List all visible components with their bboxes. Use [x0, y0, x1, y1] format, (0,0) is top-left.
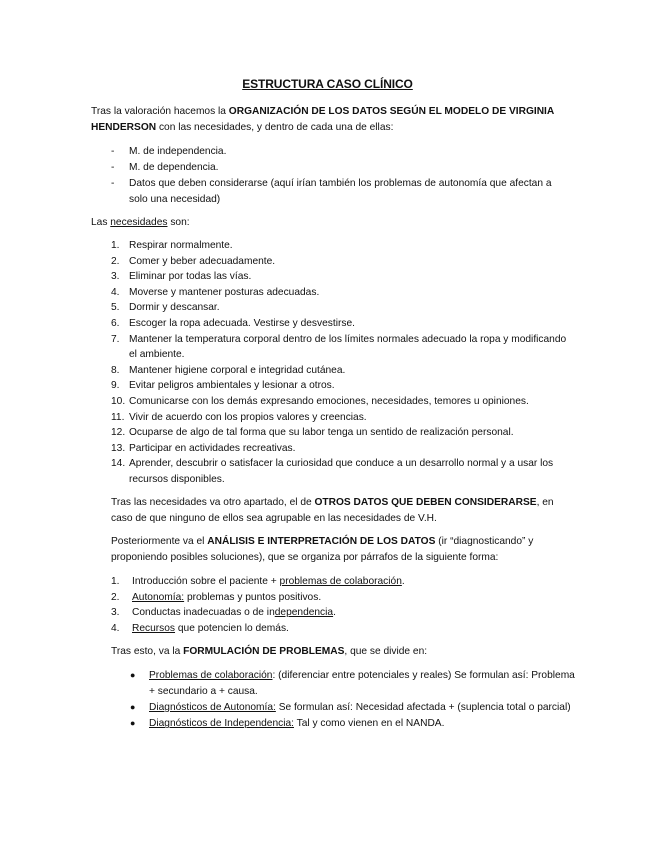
- item-text-end: problemas y puntos positivos.: [184, 591, 322, 603]
- formulacion-text-end: , que se divide en:: [344, 646, 428, 657]
- bullet-icon: ●: [130, 718, 136, 729]
- need-item: [91, 363, 571, 379]
- analisis-paragraph: [111, 534, 573, 565]
- need-item: [91, 254, 571, 270]
- need-number: 12.: [111, 427, 126, 439]
- otros-bold: OTROS DATOS QUE DEBEN CONSIDERARSE: [314, 497, 537, 508]
- need-text: Comer y beber adecuadamente.: [129, 255, 276, 267]
- item-underlined: problemas de colaboración: [279, 576, 402, 587]
- need-number: 9.: [111, 380, 120, 392]
- need-text: Respirar normalmente.: [129, 240, 233, 251]
- list-item: [111, 621, 591, 637]
- bullet-icon: ●: [130, 701, 136, 712]
- need-item: [91, 456, 571, 487]
- formulacion-text: Tras esto, va la: [111, 646, 184, 657]
- need-number: 8.: [111, 364, 120, 376]
- need-number: 3.: [111, 271, 120, 283]
- need-number: 5.: [111, 302, 120, 314]
- need-item: [91, 238, 571, 254]
- need-item: [91, 285, 571, 301]
- intro-text: Tras la valoración hacemos la: [91, 106, 229, 117]
- need-item: [91, 316, 571, 332]
- need-item: [91, 332, 571, 363]
- need-number: 7.: [111, 333, 120, 345]
- list-item: [111, 590, 591, 606]
- otros-text-end: , en caso de que ninguno de ellos sea agrupable en las necesidades de V.H.: [111, 497, 554, 524]
- document-title: ESTRUCTURA CASO CLÍNICO: [242, 77, 413, 91]
- need-item: [91, 394, 571, 410]
- need-number: 1.: [111, 240, 120, 251]
- need-item: [91, 410, 571, 426]
- need-item: [91, 425, 571, 441]
- needs-intro-underlined: necesidades: [110, 217, 168, 228]
- item-text: Tal y como vienen en el NANDA.: [294, 718, 445, 730]
- otros-paragraph: [111, 495, 573, 526]
- list-item: [91, 176, 571, 207]
- need-text: Mantener higiene corporal e integridad cutánea.: [129, 364, 346, 376]
- need-text: Aprender, descubrir o satisfacer la curiosidad que conduce a un desarrollo normal y a usar los recursos disponibles.: [129, 458, 554, 485]
- list-item: [111, 605, 591, 621]
- item-number: 3.: [111, 607, 120, 619]
- item-text: Introducción sobre el paciente +: [132, 576, 280, 587]
- item-text-end: .: [333, 607, 336, 619]
- need-item: [91, 269, 571, 285]
- item-number: 1.: [111, 576, 120, 587]
- item-number: 2.: [111, 591, 120, 603]
- list-item: [111, 574, 591, 590]
- problem-types-list: [109, 668, 575, 733]
- intro-paragraph: [91, 104, 571, 135]
- need-text: Vivir de acuerdo con los propios valores y creencias.: [129, 411, 367, 423]
- list-item: [91, 160, 571, 176]
- analisis-text-end: (ir “diagnosticando” y proponiendo posibles soluciones), que se organiza por párrafos de la siguiente forma:: [111, 536, 534, 563]
- need-number: 10.: [111, 395, 126, 407]
- list-item-text: M. de dependencia.: [129, 162, 219, 174]
- list-item: [91, 144, 571, 160]
- need-text: Mantener la temperatura corporal dentro de los límites normales adecuado la ropa y modificando el ambiente.: [129, 333, 567, 361]
- needs-intro-text-end: son:: [167, 217, 190, 228]
- dash-marker: -: [111, 162, 115, 174]
- need-number: 14.: [111, 458, 126, 470]
- item-underlined: dependencia: [274, 607, 334, 619]
- item-underlined: Recursos: [132, 622, 176, 634]
- needs-intro-text: Las: [91, 217, 111, 228]
- formulacion-bold: FORMULACIÓN DE PROBLEMAS: [183, 646, 345, 657]
- item-text: : (diferenciar entre potenciales y reales) Se formulan así: Problema + secundario a + causa.: [149, 670, 575, 697]
- need-number: 13.: [111, 442, 126, 454]
- model-list: [91, 144, 571, 208]
- formulacion-paragraph: [111, 644, 573, 660]
- intro-bold: ORGANIZACIÓN DE LOS DATOS SEGÚN EL MODELO DE VIRGINIA HENDERSON: [91, 106, 554, 133]
- list-item-text: Datos que deben considerarse (aquí irían también los problemas de autonomía que afectan a solo una necesidad): [129, 178, 552, 205]
- need-number: 11.: [111, 411, 125, 423]
- item-number: 4.: [111, 622, 120, 634]
- need-text: Dormir y descansar.: [129, 302, 220, 314]
- need-item: [91, 378, 571, 394]
- need-text: Evitar peligros ambientales y lesionar a otros.: [129, 380, 335, 392]
- analisis-bold: ANÁLISIS E INTERPRETACIÓN DE LOS DATOS: [207, 536, 436, 547]
- analisis-text: Posteriormente va el: [111, 536, 208, 547]
- item-underlined: Autonomía:: [132, 591, 185, 603]
- item-underlined: Diagnósticos de Autonomía:: [149, 701, 276, 713]
- need-text: Participar en actividades recreativas.: [129, 442, 296, 454]
- need-number: 4.: [111, 286, 120, 298]
- need-item: [91, 300, 571, 316]
- need-text: Eliminar por todas las vías.: [129, 271, 252, 283]
- needs-list: [91, 238, 571, 488]
- dash-marker: -: [111, 146, 115, 157]
- intro-text-end: con las necesidades, y dentro de cada una de ellas:: [156, 121, 394, 133]
- need-item: [91, 441, 571, 457]
- need-text: Comunicarse con los demás expresando emociones, necesidades, temores u opiniones.: [129, 395, 529, 407]
- list-item: [109, 716, 575, 732]
- item-text-end: .: [401, 576, 405, 587]
- need-text: Escoger la ropa adecuada. Vestirse y desvestirse.: [129, 317, 355, 329]
- needs-intro: [91, 215, 571, 231]
- paragraph-structure-list: [111, 574, 591, 636]
- item-underlined: Diagnósticos de Independencia:: [149, 718, 294, 730]
- need-number: 2.: [111, 255, 120, 267]
- item-text-end: que potencien lo demás.: [175, 622, 289, 634]
- otros-text: Tras las necesidades va otro apartado, el de: [111, 497, 315, 508]
- need-number: 6.: [111, 317, 120, 329]
- item-text: Conductas inadecuadas o de in: [132, 607, 275, 619]
- need-text: Moverse y mantener posturas adecuadas.: [129, 286, 320, 298]
- list-item: [109, 668, 575, 699]
- need-text: Ocuparse de algo de tal forma que su labor tenga un sentido de realización personal.: [129, 427, 514, 439]
- list-item-text: M. de independencia.: [129, 146, 227, 157]
- list-item: [109, 700, 575, 716]
- item-underlined: Problemas de colaboración: [149, 670, 273, 681]
- dash-marker: -: [111, 178, 115, 190]
- bullet-icon: ●: [130, 670, 136, 680]
- item-text: Se formulan así: Necesidad afectada + (suplencia total o parcial): [275, 701, 571, 713]
